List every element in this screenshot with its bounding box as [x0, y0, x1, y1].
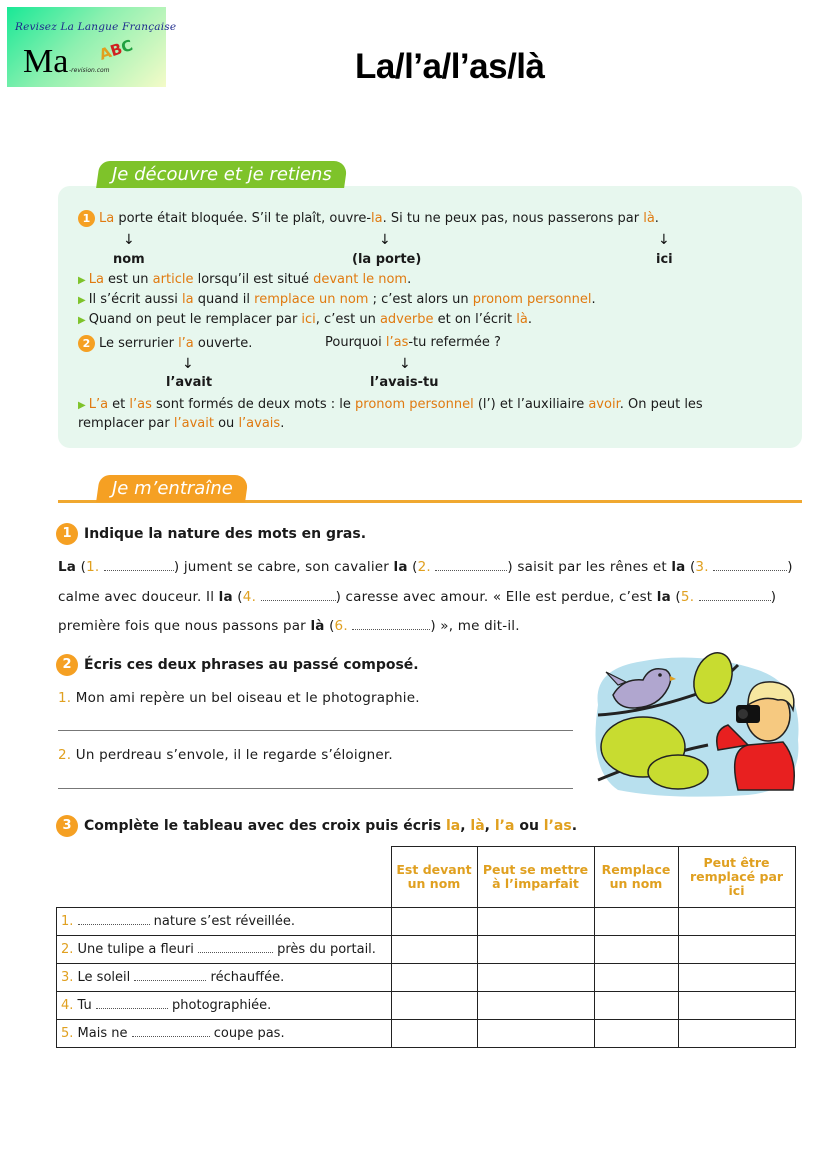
arrow-label: nom: [113, 252, 145, 267]
check-cell[interactable]: [477, 964, 594, 992]
bullet-icon: ▶: [78, 275, 86, 286]
number-badge: 2: [78, 335, 95, 352]
check-cell[interactable]: [477, 1020, 594, 1048]
answer-blank[interactable]: [713, 560, 787, 571]
arrow-down-icon: ↓: [399, 356, 411, 372]
rule-line: ▶ Quand on peut le remplacer par ici, c’est un adverbe et on l’écrit là.: [78, 312, 532, 327]
rule-line: ▶ La est un article lorsqu’il est situé devant le nom.: [78, 272, 412, 287]
answer-blank[interactable]: [352, 619, 430, 630]
check-cell[interactable]: [594, 1020, 678, 1048]
table-row: [57, 1020, 796, 1048]
check-cell[interactable]: [678, 936, 795, 964]
number-badge: 1: [78, 210, 95, 227]
exercise-2-sentence: 1. Mon ami repère un bel oiseau et le photographie.: [58, 690, 420, 706]
section-tab-practice: Je m’entraîne: [96, 475, 249, 502]
answer-line[interactable]: [58, 788, 573, 789]
row-sentence: 5. Mais ne coupe pas.: [57, 1020, 392, 1048]
arrow-label: ici: [656, 252, 673, 267]
check-cell[interactable]: [477, 908, 594, 936]
example-2-left: 2 Le serrurier l’a ouverte.: [78, 335, 252, 352]
table-row: [57, 908, 796, 936]
answer-blank[interactable]: [435, 560, 507, 571]
bird-photographer-illustration: [588, 650, 810, 800]
rule-line: remplacer par l’avait ou l’avais.: [78, 416, 285, 431]
table-header-row: [57, 847, 796, 908]
column-header: Peut être remplacé par ici: [678, 847, 795, 908]
answer-blank[interactable]: [78, 914, 150, 925]
logo-site: -revision.com: [69, 67, 110, 74]
check-cell[interactable]: [477, 992, 594, 1020]
check-cell[interactable]: [391, 908, 477, 936]
arrow-down-icon: ↓: [123, 232, 135, 248]
check-cell[interactable]: [594, 964, 678, 992]
bullet-icon: ▶: [78, 400, 86, 411]
answer-blank[interactable]: [132, 1026, 210, 1037]
exercise-1-title: 1 Indique la nature des mots en gras.: [56, 523, 366, 545]
arrow-down-icon: ↓: [658, 232, 670, 248]
answer-blank[interactable]: [104, 560, 174, 571]
check-cell[interactable]: [594, 992, 678, 1020]
number-badge: 1: [56, 523, 78, 545]
arrow-label: (la porte): [352, 252, 422, 267]
check-cell[interactable]: [678, 992, 795, 1020]
row-sentence: 2. Une tulipe a fleuri près du portail.: [57, 936, 392, 964]
example-1-sentence: 1 La porte était bloquée. S’il te plaît, ouvre-la. Si tu ne peux pas, nous passerons par là.: [78, 210, 659, 227]
check-cell[interactable]: [594, 936, 678, 964]
answer-blank[interactable]: [134, 970, 206, 981]
number-badge: 3: [56, 815, 78, 837]
logo-tagline: Revisez La Langue Française: [15, 21, 177, 33]
check-cell[interactable]: [678, 1020, 795, 1048]
check-cell[interactable]: [391, 992, 477, 1020]
check-cell[interactable]: [391, 964, 477, 992]
answer-blank[interactable]: [96, 998, 168, 1009]
arrow-label: l’avait: [166, 375, 213, 390]
arrow-down-icon: ↓: [379, 232, 391, 248]
page-title: La/l’a/l’as/là: [355, 47, 545, 86]
row-sentence: 3. Le soleil réchauffée.: [57, 964, 392, 992]
rule-line: ▶ Il s’écrit aussi la quand il remplace un nom ; c’est alors un pronom personnel.: [78, 292, 596, 307]
column-header: Est devant un nom: [391, 847, 477, 908]
site-logo: [7, 7, 177, 87]
bullet-icon: ▶: [78, 295, 86, 306]
exercise-2-sentence: 2. Un perdreau s’envole, il le regarde s’éloigner.: [58, 747, 393, 763]
arrow-down-icon: ↓: [182, 356, 194, 372]
answer-table: [56, 846, 796, 1048]
check-cell[interactable]: [678, 908, 795, 936]
example-2-right: Pourquoi l’as-tu refermée ?: [325, 335, 501, 350]
row-sentence: 4. Tu photographiée.: [57, 992, 392, 1020]
answer-blank[interactable]: [198, 942, 273, 953]
section-tab-discover: Je découvre et je retiens: [96, 161, 348, 188]
arrow-label: l’avais-tu: [370, 375, 439, 390]
bullet-icon: ▶: [78, 315, 86, 326]
table-row: [57, 936, 796, 964]
exercise-1-line: calme avec douceur. Il la (4. ) caresse avec amour. « Elle est perdue, c’est la (5. ): [58, 589, 777, 605]
exercise-2-title: 2 Écris ces deux phrases au passé composé.: [56, 654, 419, 676]
exercise-3-title: 3 Complète le tableau avec des croix puis écris la, là, l’a ou l’as.: [56, 815, 577, 837]
number-badge: 2: [56, 654, 78, 676]
logo-abc-icon: ABC: [97, 36, 136, 64]
check-cell[interactable]: [391, 936, 477, 964]
answer-blank[interactable]: [699, 590, 771, 601]
answer-blank[interactable]: [261, 590, 336, 601]
check-cell[interactable]: [678, 964, 795, 992]
check-cell[interactable]: [477, 936, 594, 964]
exercise-1-line: La (1. ) jument se cabre, son cavalier la (2. ) saisit par les rênes et la (3. ): [58, 559, 793, 575]
column-header: Peut se mettre à l’imparfait: [477, 847, 594, 908]
column-header: Remplace un nom: [594, 847, 678, 908]
check-cell[interactable]: [391, 1020, 477, 1048]
answer-line[interactable]: [58, 730, 573, 731]
exercise-1-line: première fois que nous passons par là (6. ) », me dit-il.: [58, 618, 520, 634]
rule-line: ▶ L’a et l’as sont formés de deux mots : le pronom personnel (l’) et l’auxiliaire avoir. On peut les: [78, 397, 703, 412]
table-row: [57, 964, 796, 992]
table-row: [57, 992, 796, 1020]
logo-brand: Ma: [23, 43, 69, 80]
check-cell[interactable]: [594, 908, 678, 936]
row-sentence: 1. nature s’est réveillée.: [57, 908, 392, 936]
